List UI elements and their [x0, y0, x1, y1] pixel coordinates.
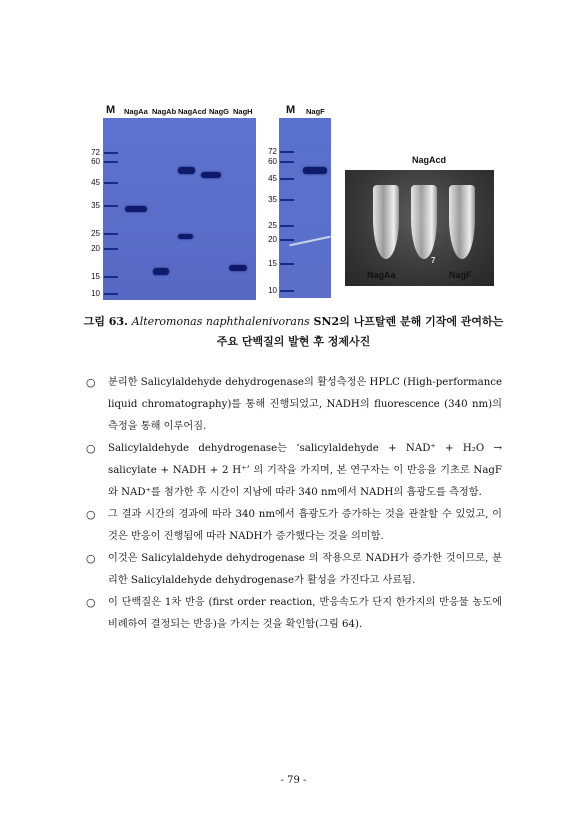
caption-line1-rest: SN2의 나프탈렌 분해 기작에 관여하는: [309, 315, 504, 328]
marker-band-15: [280, 263, 294, 265]
gel1-mw-15: 15: [91, 272, 100, 281]
gel2-lane-label-nagf: NagF: [306, 107, 325, 116]
gel-1: [103, 118, 256, 300]
marker-band-20: [104, 248, 118, 250]
marker-band-10: [104, 293, 118, 295]
gel2-mw-25: 25: [268, 221, 277, 230]
gel1-mw-35: 35: [91, 201, 100, 210]
marker-band-72: [104, 152, 118, 154]
photo-label-nagaa: NagAa: [367, 270, 396, 280]
tube-left: [373, 185, 399, 259]
marker-band-60: [104, 161, 118, 163]
gel1-lane-label-nagab: NagAb: [152, 107, 177, 116]
gel1-mw-60: 60: [91, 157, 100, 166]
bullet-marker: ○: [86, 552, 96, 565]
photo-label-nagf: NagF: [449, 270, 472, 280]
bullet-item: [86, 592, 502, 636]
bullet-item: [86, 504, 502, 548]
marker-band-45: [104, 182, 118, 184]
tube-right: [449, 185, 475, 259]
bullet-text: Salicylaldehyde dehydrogenase는 ‘salicylaldehyde + NAD⁺ + H₂O → salicylate + NADH + 2 H⁺’ 의 기작을 가지며, 본 연구자는 이 반응을 기초로 NagF와 NAD⁺를 첨가한 후 시간이 지남에 따라 340 nm에서 NADH의 흡광도를 측정함.: [108, 443, 502, 498]
marker-band-20: [280, 239, 294, 241]
bullet-text: 분리한 Salicylaldehyde dehydrogenase의 활성측정은 HPLC (High-performance liquid chromatography)를 통해 진행되었고, NADH의 fluorescence (340 nm)의 측정을 통해 이루어짐.: [108, 377, 502, 432]
gel2-lane-label-m: M: [286, 104, 296, 116]
gel2-mw-45: 45: [268, 174, 277, 183]
bullet-item: [86, 548, 502, 592]
marker-band-15: [104, 276, 118, 278]
band-nagg: [201, 172, 221, 178]
gel1-mw-25: 25: [91, 229, 100, 238]
bullet-marker: ○: [86, 508, 96, 521]
bullet-text: 이것은 Salicylaldehyde dehydrogenase 의 작용으로 NADH가 증가한 것이므로, 분리한 Salicylaldehyde dehydrogenase가 활성을 가진다고 사료됨.: [108, 553, 502, 586]
tube-middle: [411, 185, 437, 259]
gel1-lane-label-nagh: NagH: [233, 107, 253, 116]
gel1-lane-label-m: M: [106, 104, 116, 116]
gel1-mw-10: 10: [91, 289, 100, 298]
bullet-item: [86, 438, 502, 504]
bullet-text: 그 결과 시간의 경과에 따라 340 nm에서 흡광도가 증가하는 것을 관찰할 수 있었고, 이것은 반응이 진행됨에 따라 NADH가 증가했다는 것을 의미함.: [108, 509, 502, 542]
marker-band-25: [104, 233, 118, 235]
caption-species: Alteromonas naphthalenivorans: [131, 315, 310, 328]
band-nagaa: [125, 206, 147, 212]
marker-band-72: [280, 151, 294, 153]
caption-prefix: 그림 63.: [83, 315, 132, 328]
gel2-mw-10: 10: [268, 286, 277, 295]
marker-band-25: [280, 225, 294, 227]
gel1-lane-label-nagacd: NagAcd: [178, 107, 207, 116]
page-number: - 79 -: [280, 775, 307, 786]
figure-caption-line-1: [0, 313, 587, 329]
marker-band-35: [104, 205, 118, 207]
bullet-text: 이 단백질은 1차 반응 (first order reaction, 반응속도가 단지 한가지의 반응물 농도에 비례하여 결정되는 반응)을 가지는 것을 확인함(그림 64).: [108, 597, 502, 630]
marker-band-45: [280, 178, 294, 180]
band-nagacd-lower: [178, 234, 193, 239]
band-nagh: [229, 265, 247, 271]
gel-2: [279, 118, 331, 298]
gel1-mw-45: 45: [91, 178, 100, 187]
gel-crack-line: [289, 236, 330, 247]
tube-photo: [345, 170, 494, 286]
marker-band-10: [280, 290, 294, 292]
marker-band-60: [280, 161, 294, 163]
figure-caption-line-2: 주요 단백질의 발현 후 정제사진: [216, 335, 371, 348]
gel2-mw-60: 60: [268, 157, 277, 166]
bullet-marker: ○: [86, 376, 96, 389]
marker-band-35: [280, 199, 294, 201]
gel1-mw-20: 20: [91, 244, 100, 253]
photo-label-mark: 7: [431, 256, 436, 265]
gel2-mw-35: 35: [268, 195, 277, 204]
gel1-mw-72: 72: [91, 148, 100, 157]
gel1-lane-label-nagg: NagG: [209, 107, 230, 116]
band-nagf: [303, 167, 327, 174]
photo-label-nagacd: NagAcd: [412, 155, 447, 165]
gel2-mw-20: 20: [268, 235, 277, 244]
gel2-mw-72: 72: [268, 147, 277, 156]
band-nagab: [153, 268, 169, 275]
band-nagacd-upper: [178, 167, 195, 174]
bullet-item: [86, 372, 502, 438]
bullet-list: [86, 372, 502, 636]
gel1-lane-label-nagaa: NagAa: [124, 107, 148, 116]
gel2-mw-15: 15: [268, 259, 277, 268]
bullet-marker: ○: [86, 596, 96, 609]
bullet-marker: ○: [86, 442, 96, 455]
